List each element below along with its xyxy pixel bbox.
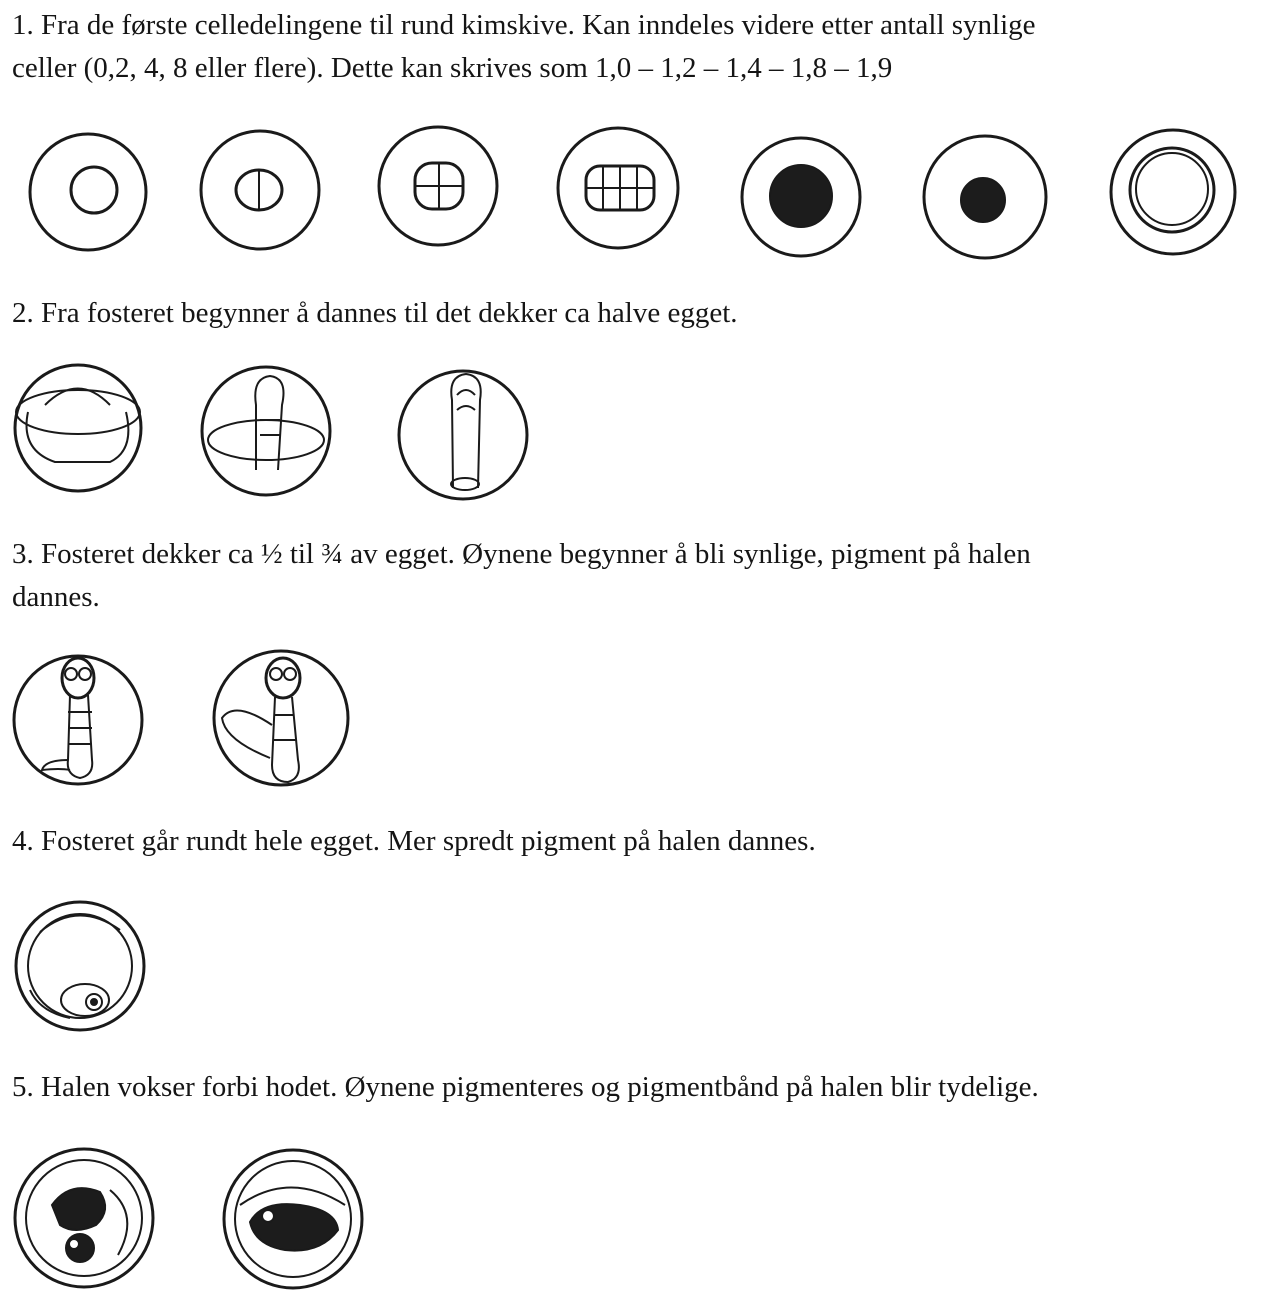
egg-1-4-four-cells xyxy=(379,127,497,245)
stage-4-text-line-1: Fosteret går rundt hele egget. Mer spredt pigment på halen dannes. xyxy=(41,825,816,857)
egg-2-half-embryo xyxy=(399,371,527,499)
egg-3-tail-pigment xyxy=(214,651,348,785)
stage-5-number: 5. xyxy=(12,1071,34,1103)
stage-2-number: 2. xyxy=(12,297,34,329)
stage-1-text-line-2: celler (0,2, 4, 8 eller flere). Dette kan skrives som 1,0 – 1,2 – 1,4 – 1,8 – 1,9 xyxy=(12,52,893,84)
stage-4-number: 4. xyxy=(12,825,34,857)
egg-1-9-small-disc xyxy=(924,136,1046,258)
stage-3-text-line-1: Fosteret dekker ca ½ til ¾ av egget. Øynene begynner å bli synlige, pigment på halen xyxy=(41,538,1031,570)
egg-5-pigment-bands xyxy=(224,1150,362,1288)
egg-2-mid-embryo xyxy=(202,367,330,495)
egg-1-8-eight-cells xyxy=(558,128,678,248)
egg-1-9-ring-disc xyxy=(1111,130,1235,254)
stage-1-number: 1. xyxy=(12,9,34,41)
egg-1-2-two-cells xyxy=(201,131,319,249)
egg-4-embryo-around-egg xyxy=(16,902,144,1030)
stage-3-number: 3. xyxy=(12,538,34,570)
egg-1-9-many-cells-disc xyxy=(742,138,860,256)
egg-3-eyes-forming xyxy=(14,656,142,784)
egg-2-early-embryo xyxy=(15,365,141,491)
stage-5-text-line-1: Halen vokser forbi hodet. Øynene pigmenteres og pigmentbånd på halen blir tydelige. xyxy=(41,1071,1039,1103)
stage-2-text-line-1: Fra fosteret begynner å dannes til det dekker ca halve egget. xyxy=(41,297,738,329)
egg-5-pigmented-eyes xyxy=(15,1149,153,1287)
stage-3-text-line-2: dannes. xyxy=(12,581,100,613)
stage-1-text-line-1: Fra de første celledelingene til rund kimskive. Kan inndeles videre etter antall synlige xyxy=(41,9,1036,41)
egg-1-0-one-cell xyxy=(30,134,146,250)
